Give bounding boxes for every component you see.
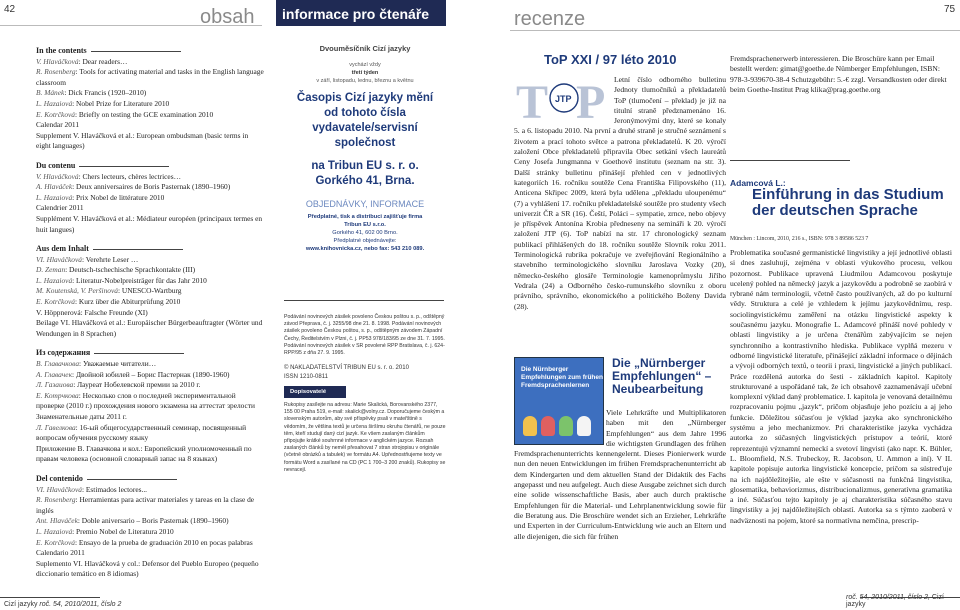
toc-item <box>36 67 264 88</box>
footer-issue: roč. 54, 2010/2011, číslo 2, <box>846 594 930 601</box>
right-header-rule <box>510 30 960 31</box>
toc-language-heading: In the contents <box>36 46 264 57</box>
toc-item-title: : Двойной юбилей – Борис Пастернак (1890-1960) <box>72 369 230 379</box>
issue-line-2: třetí týden <box>351 70 379 76</box>
toc-item-title: : Dear readers… <box>78 56 128 66</box>
toc-language-heading: Aus dem Inhalt <box>36 244 264 255</box>
toc-item-author: E. Kotrčková <box>36 109 75 119</box>
toc-item <box>36 380 264 391</box>
toc-language-heading: Из содержания <box>36 348 264 359</box>
toc-item-author: А. Главачек <box>36 369 73 379</box>
toc-item-title: : Несколько слов о последней экспериментальной проверке (2010 г.) прохождения нового экзамена на аттестат зрелости <box>36 390 256 411</box>
footer-journal-name: Cizí jazyky <box>4 601 38 608</box>
toc-item <box>36 255 264 266</box>
toc-item <box>36 276 264 287</box>
top-review <box>514 52 724 124</box>
publisher-city: Gorkého 41, Brna. <box>315 175 415 187</box>
toc-item-author: R. Rosenberg <box>36 495 76 505</box>
toc-item-author: R. Rosenberg <box>36 67 76 77</box>
table-of-contents <box>36 44 264 580</box>
section-title-obsah: obsah <box>200 6 255 28</box>
toc-item-author: V. Hlaváčková <box>36 171 79 181</box>
toc-item-title: : Prix Nobel de littérature 2010 <box>72 192 165 202</box>
footer-journal-name: Cizí jazyky <box>846 594 944 608</box>
toc-item-author: D. Zeman <box>36 265 66 275</box>
toc-item <box>36 286 264 297</box>
toc-item-title: : Лауреат Нобелевской премии за 2010 г. <box>73 380 201 390</box>
toc-item-title: : Ensayo de la prueba de graduación 2010 en pocas palabras <box>75 537 253 547</box>
top-review-title: ToP XXI / 97 léto 2010 <box>544 52 677 67</box>
book-cover-title: Die Nürnberger Empfehlungen zum frühen Fremdsprachenlernen <box>521 366 603 389</box>
toc-item <box>36 516 264 527</box>
adamcova-review-text: Problematika současné germanistické lingvistiky a její jednotlivé oblasti si dnes zasluhují, zejména v oblasti výukového procesu, velkou pozornost. Publikace upravená Liudmilou Adamcovou poskytuje ucelený pohled na německý jazyk a jazykovědu a podrobně se zaobírá v rybrané nám terminologii, včetně často používaných, až do po kulturní vědy. Struktura a celé je vzhledem k jejímu jazykovědnímu, resp. sociolingvistickému zaměření na otázku lingvistické aspekty k současnému jazyku. Monografie L. Adamcové přináší nové pohledy v oblasti lingvistiky a je určena čtenářům zabývajícím se nejen synchronního a kontrastivního hlediska. Publikace vyplňá mezeru v odborné lingvistické literatuře, přinášející základní informace o dějinách a vývoji odborných textů, o teorii i praxi, lingvistické a jiných publikací. Práce rozdělená autorka do šesti - základních kapitol. Kapitoly strukturované a uspořádané tak, že ich obsahově zaznamenávají učební komplexní výklad daný problematice. I. kapitola je venovaná detailnému rozpracovaniu pojmu „jazyk“, pričom objasňuje jeho pozíciu a aj jeho funkcie. Dôležitou súčasťou je výklad jazyka ako synchronického systému a jeho mechanizmov. Pri charakteristike jazyka vychádza autorka zo súčasných lingvistických prístupov a teórií, ktoré reprezentujú významní nemeckí a svetoví lingvisti (ako napr. K. Bühler, L. Bloomfield, N.S. Trubeckoy, R. Jacobson, U. Ammon a iní). V II. kapitole popisuje autorka lingvistické koncepcie, pričom sa sústreďuje na ich najdôležitejšie, ale ešte v súčasnosti na funkčná lingvistika, glosematika, behaviorizmus, distribucionalizmus, generatívna gramatika a iné. Súčasťou tejto kapitoly je aj charakteristika súčasného stavu lingvistiky a jej najdôležitejších oblastí. Autorka sa s týmto zaoberá v nadväznosti na pojem, ktoré sa normatívna nemčina, prescrip- <box>730 248 952 525</box>
toc-item <box>36 318 264 339</box>
review-book-title: Einführung in das Studium der deutschen Sprache <box>752 186 944 219</box>
toc-item-title: : Deutsch-tschechische Sprachkontakte (III) <box>65 265 196 275</box>
toc-item <box>36 193 264 204</box>
section-title-recenze: recenze <box>514 8 586 30</box>
toc-item-title: Supplement V. Hlaváčková et al.: European ombudsman (basic terms in eight languages) <box>36 130 249 151</box>
toc-item-title: Suplemento VI. Hlaváčková y col.: Defensor del Pueblo Europeo (pequeño diccionario temático en 8 idiomas) <box>36 558 259 579</box>
publisher-name: na Tribun EU s. r. o. <box>311 160 419 172</box>
info-block <box>284 44 446 253</box>
toc-item-title: : Herramientas para activar materiales y tareas en la clase de inglés <box>36 495 255 515</box>
review-author: Adamcová L.: <box>730 178 786 188</box>
contributors-text: Rukopisy zasílejte na adresu: Marie Skalická, Borovanského 2377, 155 00 Praha 519, e-mail: skalick@volny.cz. Doporučujeme českým a slovenským autorům, aby své příspěvky psali v mateřštině s vědomím, že většina textů je určena širšímu okruhu čtenářů, ne pouze těm, kteří studují daný cizí jazyk. Ke všem zaslaným článkům připojujte krátké souhrnné informace v anglickém jazyce. Rozsah zaslaných článků by neměl přesahovat 7 stran strojopisu v originále (včetně obrázků a tabulek) ve formátu A4. Upřednostňujeme texty ve formátu Word a zasílané na CD (PC 1 700–3 200 znaků). Rukopisy se nevracejí. <box>284 402 446 473</box>
toc-item-title: : Dick Francis (1920–2010) <box>64 88 147 98</box>
left-footer-rule <box>0 597 100 598</box>
nuernberger-body: Viele Lehrkräfte und Multiplikatoren haben mit den „Nürnberger Empfehlungen“ aus dem Jahre 1996 die wichtigsten Grundlagen des frühen Fremdsprachenunterrichts kennengelernt. Dieses Pionierwerk wurde nun den neuen Entwicklungen im frühen Fremdsprachenunterricht ab dem Kindergarten und dem aktuellen Stand der Didaktik des Fachs angepasst und neu aufgelegt. Auch diese Ausgabe zeichnet sich durch eine solide wissenschaftliche Basis, aber auch durch praktische Empfehlungen für die Material- und Lehrplanentwicklung sowie für die Beratung aus. Die Broschüre wendet sich an Erzieher, Lehrkräfte und Experten in der Curriculum-Entwicklung wie auch an Eltern und alle diejenigen, die sich für frühen <box>514 408 726 541</box>
toc-item <box>36 110 264 121</box>
toc-item <box>36 495 264 516</box>
copyright: © NAKLADATELSTVÍ TRIBUN EU s. r. o. 2010 <box>284 365 409 371</box>
toc-item-title: : Kurz über die Abiturprüfung 2010 <box>75 297 181 307</box>
toc-item-author: B. Mánek <box>36 88 65 98</box>
toc-item-author: V. Hlaváčková <box>36 56 79 66</box>
toc-item-author: VI. Hlaváčková <box>36 484 82 494</box>
review-book-meta: München : Lincom, 2010, 216 s., ISBN: 978 3 89586 523 7 <box>730 236 869 242</box>
toc-item-author: A. Hlaváček <box>36 182 73 192</box>
toc-item-title: : Literatur-Nobelpreisträger für das Jahr 2010 <box>72 275 207 285</box>
toc-item <box>36 359 264 370</box>
toc-item-author: E. Kotrčková <box>36 537 75 547</box>
nuernberger-heading: Die „Nürnberger Empfehlungen“ – Neubearbeitung <box>612 356 712 396</box>
toc-item <box>36 88 264 99</box>
toc-item-author: E. Kotrčková <box>36 297 75 307</box>
goethe-order-info: Fremdsprachenerwerb interessieren. Die Broschüre kann per Email bestellt werden: gimat@goethe.de Nümberger Empfehlungen, ISBN: 978-3-939670-38-4 Schutzgebühr: 5.-€ zzgl. Versandkosten oder direkt beim Goethe-Institut Prag klika@prag.goethe.org <box>730 54 947 94</box>
toc-item-title: : Doble aniversario – Boris Pasternak (1890–1960) <box>77 516 229 526</box>
publisher-change-3: vydavatele/servisní společnost <box>312 122 418 149</box>
toc-item-title: Calendar 2011 <box>36 120 80 130</box>
toc-item-title: V. Höppnerová: Falsche Freunde (XI) <box>36 307 148 317</box>
toc-item-author: Ant. Hlaváček <box>36 516 78 526</box>
svg-text:T: T <box>516 76 549 124</box>
periodical-name: Dvouměsíčník Cizí jazyky <box>319 44 411 53</box>
info-divider <box>284 300 444 301</box>
toc-item-author: L. Hazaiová <box>36 275 73 285</box>
postal-permits: Podávání novinových zásilek povoleno Českou poštou s. p., odštěpný závod Přeprava, č. j. 3255/98 dne 21. 8. 1998. Podávání novinových zásilek povoleno Českou poštou, s. p., odštěpným závodem Západní Čechy, Ředitelstvím v Plzni, č. j. PP53 978/183/95 ze dne 31. 7. 1995. Podávání novinových zásilek v SR povolené RPP Bratislava, č. j. 624-RPP/95 z dňa 27. 9. 1995. <box>284 314 445 357</box>
issn: ISSN 1210-0811 <box>284 374 328 380</box>
svg-text:P: P <box>576 76 606 124</box>
top-review-body: Letní číslo odborného bulletinu Jednoty tlumočníků a překladatelů ToP (tlumočení – překlad) je již na titulní straně předznamenáno 16. Jeronýmovými dny, které se konaly 5. a 6. listopadu 2010. Na první a druhé straně je stručné seznámení s životem a prací tohoto světce a patrona překladatelů. K 20. výročí založení Obce překladatelů připravila Obec setkání všech laureátů Ceny Josefa Jungmanna v Goethově institutu (seznam na str. 3). Další stránky bulletinu přinášejí přehled cen v jednotlivých kategoriích 16. ročníku soutěže Cena Františka Filipovského (11), Anticena Skřipec 2009, která byla udělena „překladu uloupenému“ (7) a vyhlášení 17. ročníku překladatelské soutěže pro studenty všech univerzit ČR a SR (16). Čeští, Poláci – sympatie, zrnce, nebo objevy je příspěvek Antonína Krobia předneseny na semináři k 20. výročí založení JTP (6). ToP nabízí na str. 17 chronologický seznam publikací přihlášených do 18. ročníku soutěže Slovník roku 2011. Terminologická rubrika pokračuje ve zveřejňování Regionálního a stavebního terminologického slovníku Jaroslava Vozky (20), německo-českého glosáře Terminologie kamenoprůmyslu Jiřího Vedrala (24) a Odborného česko-rumunského slovníku z oboru právního, správního, ekonomického a politického Boženy Davida (28). <box>514 75 726 311</box>
order-line-5: www.knihovnicka.cz, nebo fax: 543 210 089. <box>305 246 425 252</box>
toc-item <box>36 423 264 444</box>
orders-heading: OBJEDNÁVKY, INFORMACE <box>305 199 425 209</box>
left-page-number: 42 <box>4 4 16 15</box>
toc-item-author: L. Hazaiová <box>36 526 73 536</box>
toc-item-title: : Tools for activating material and tasks in the English language classroom <box>36 67 264 87</box>
nuernberger-text <box>514 408 726 600</box>
right-page-number: 75 <box>944 4 956 15</box>
toc-item <box>36 538 264 549</box>
right-footer <box>846 594 960 608</box>
order-line-4: Předplatné objednávejte: <box>333 238 397 244</box>
toc-item <box>36 548 264 559</box>
info-header-bar: informace pro čtenáře <box>276 0 446 26</box>
toc-item-author: Л. Газаиова <box>36 380 74 390</box>
toc-item <box>36 485 264 496</box>
toc-item <box>36 120 264 131</box>
toc-item <box>36 297 264 308</box>
toc-item <box>36 444 264 465</box>
order-line-3: Gorkého 41, 602 00 Brno. <box>332 230 398 236</box>
toc-item <box>36 391 264 412</box>
toc-item <box>36 559 264 580</box>
toc-item-title: : Briefly on testing the GCE examination 2010 <box>75 109 214 119</box>
toc-item-title: : 16-ый общегосударственный семинар, посвященный вопросам обучения русскому языку <box>36 422 247 443</box>
toc-item <box>36 265 264 276</box>
toc-item <box>36 308 264 319</box>
issue-line-3: v září, listopadu, lednu, březnu a květnu <box>316 78 414 84</box>
svg-text:JTP: JTP <box>555 94 572 104</box>
toc-item-title: Beilage VI. Hlaváčková et al.: Europäischer Bürgerbeauftragter (Wörter und Wendungen in 8 Sprachen) <box>36 318 263 338</box>
toc-item-title: Supplément V. Hlaváčková et al.: Médiateur européen (principaux termes en huit langues) <box>36 213 263 234</box>
toc-item-title: Знаменательные даты 2011 г. <box>36 412 127 421</box>
review-divider <box>730 160 850 161</box>
toc-language-heading: Du contenu <box>36 161 264 172</box>
toc-item <box>36 370 264 381</box>
issue-line-1: vychází vždy <box>349 62 381 68</box>
toc-item-author: L. Hazaiová <box>36 98 73 108</box>
publisher-change-1: Časopis Cizí jazyky mění <box>296 92 434 104</box>
toc-item <box>36 57 264 68</box>
toc-item-title: : Verehrte Leser … <box>81 254 139 264</box>
toc-item-title: : Estimados lectores... <box>81 484 148 494</box>
order-line-2: Tribun EU s.r.o. <box>344 222 386 228</box>
toc-item-title: Calendrier 2011 <box>36 203 84 213</box>
toc-item <box>36 99 264 110</box>
toc-item-title: : Chers lecteurs, chères lectrices… <box>78 171 181 181</box>
publisher-change-2: od tohoto čísla <box>324 107 406 119</box>
contributors-label: Dopisovatelé <box>284 386 346 398</box>
toc-item-title: : Уважаемые читатели… <box>79 359 157 369</box>
toc-item-title: Приложение В. Главачкова и кол.: Европейский уполномоченный по правам человека (основной словарный запас на 8 языках) <box>36 443 252 464</box>
toc-item <box>36 203 264 214</box>
toc-item-title: : Deux anniversaires de Boris Pasternak (1890–1960) <box>72 182 231 192</box>
toc-item-author: L. Hazaiová <box>36 192 73 202</box>
toc-item <box>36 131 264 152</box>
toc-item-author: В. Главачкова <box>36 359 80 369</box>
toc-item <box>36 182 264 193</box>
toc-item-title: Calendario 2011 <box>36 548 85 558</box>
toc-language-heading: Del contenido <box>36 474 264 485</box>
toc-item <box>36 527 264 538</box>
toc-item <box>36 412 264 423</box>
toc-item-title: : Nobel Prize for Literature 2010 <box>72 98 170 108</box>
toc-item-author: VI. Hlaváčková <box>36 254 82 264</box>
toc-item-title: : Premio Nobel de Literatura 2010 <box>72 526 174 536</box>
toc-item-author: Е. Котрчкова <box>36 390 79 400</box>
left-footer <box>4 601 121 608</box>
toc-item-author: Л. Гавелкова <box>36 422 76 432</box>
order-line-1: Předplatné, tisk a distribuci zajišťuje firma <box>307 214 423 220</box>
footer-issue: roč. 54, 2010/2011, číslo 2 <box>39 601 122 608</box>
toc-item <box>36 214 264 235</box>
toc-item-title: : UNESCO-Wartburg <box>117 286 182 296</box>
toc-item-author: M. Koutenská, V. Peršinová <box>36 286 118 296</box>
top-review-text <box>514 75 726 343</box>
toc-item <box>36 172 264 183</box>
